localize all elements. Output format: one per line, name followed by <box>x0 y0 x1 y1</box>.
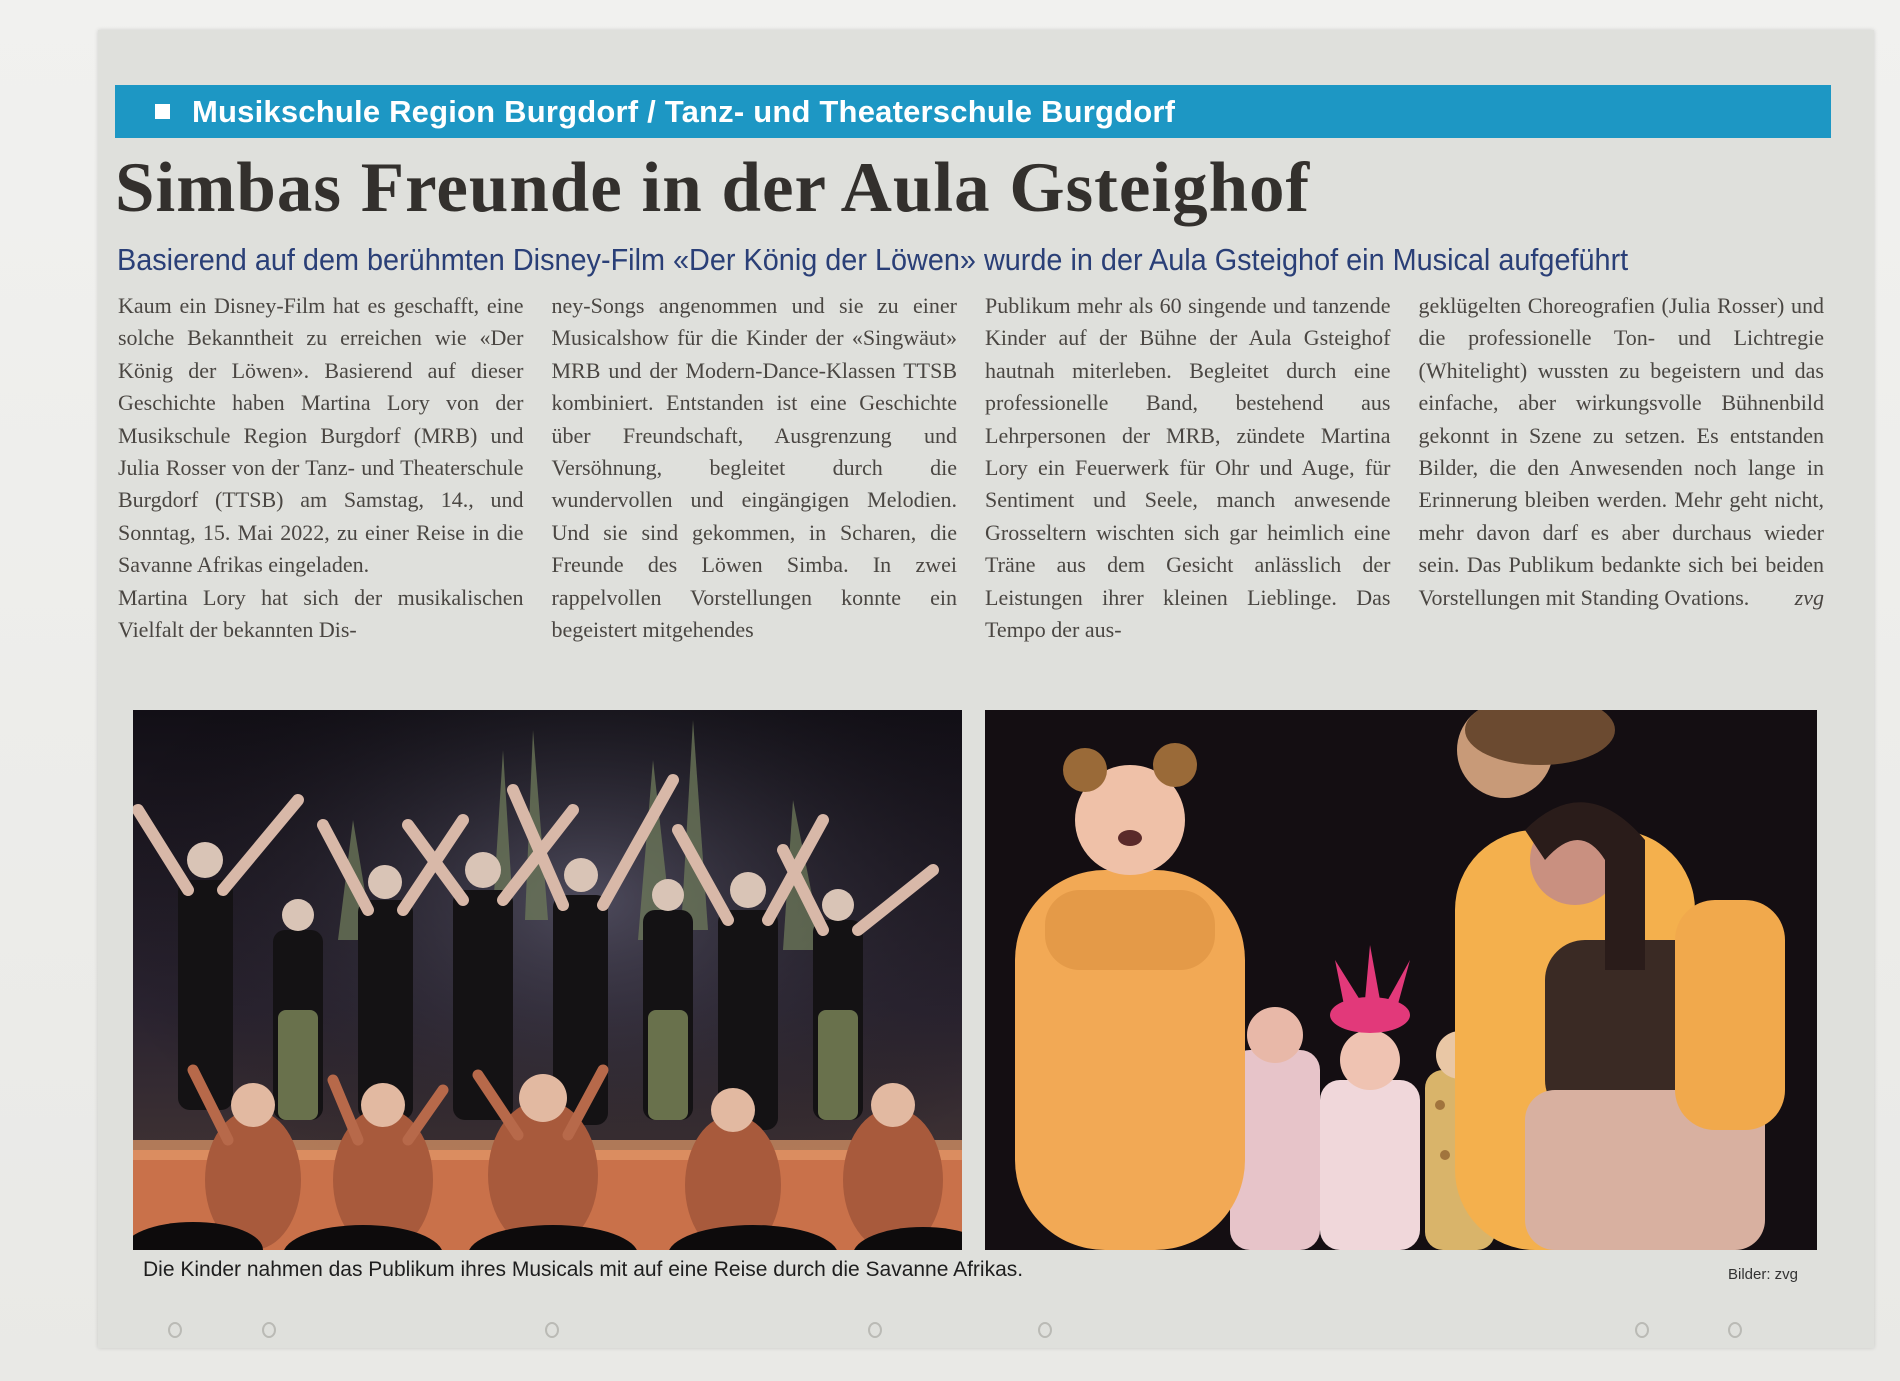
print-mark <box>262 1322 276 1338</box>
paragraph: Martina Lory hat sich der musikalischen Vielfalt der bekannten Dis- <box>118 584 524 643</box>
print-mark <box>1635 1322 1649 1338</box>
photo-stage-dancers <box>133 710 962 1250</box>
photo-lion-costumes <box>985 710 1817 1250</box>
paragraph-text: geklügelten Choreografien (Julia Rosser) und die professionelle Ton- und Lichtregie (Whitelight) wussten zu begeistern und das einfache, aber wirkungsvolle Bühnenbild gekonnt in Szene zu setzen. Es entstanden Bilder, die den Anwesenden noch lange in Erinnerung bleiben werden. Mehr geht nicht, mehr davon darf es aber durchaus wieder sein. Das Publikum bedankte sich bei beiden Vorstellungen mit Standing Ovations. <box>1418 293 1824 610</box>
topic-bar <box>115 85 1831 138</box>
body-column-1 <box>118 290 524 690</box>
paragraph: ney-Songs angenommen und sie zu einer Musicalshow für die Kinder der «Singwäut» MRB und der Modern-Dance-Klassen TTSB kombiniert. Entstanden ist eine Geschichte über Freundschaft, Ausgrenzung und Versöhnung, begleitet durch die wundervollen und eingängigen Melodien. Und sie sind gekommen, in Scharen, die Freunde des Löwen Simba. In zwei rappelvollen Vorstellungen konnte ein begeistert mitgehendes <box>551 293 957 643</box>
topic-square-icon <box>155 104 170 119</box>
print-mark <box>1038 1322 1052 1338</box>
article-headline: Simbas Freunde in der Aula Gsteighof <box>115 149 1311 227</box>
article-subheadline: Basierend auf dem berühmten Disney-Film «Der König der Löwen» wurde in der Aula Gsteighof ein Musical aufgeführt <box>117 242 1629 277</box>
author-signature: zvg <box>1794 584 1824 610</box>
photo-caption: Die Kinder nahmen das Publikum ihres Musicals mit auf eine Reise durch die Savanne Afrikas. <box>143 1258 1024 1281</box>
lion-costumes-illustration <box>985 710 1817 1250</box>
article-body <box>118 290 1824 690</box>
body-column-3 <box>985 290 1391 690</box>
paragraph <box>1419 290 1825 614</box>
photo-credit: Bilder: zvg <box>1728 1266 1799 1283</box>
body-column-2 <box>552 290 958 690</box>
print-mark <box>545 1322 559 1338</box>
stage-dancers-illustration <box>133 710 962 1250</box>
paragraph: Kaum ein Disney-Film hat es geschafft, eine solche Bekanntheit zu erreichen wie «Der König der Löwen». Basierend auf dieser Geschichte haben Martina Lory von der Musikschule Region Burgdorf (MRB) und Julia Rosser von der Tanz- und Theaterschule Burgdorf (TTSB) am Samstag, 14., und Sonntag, 15. Mai 2022, zu einer Reise in die Savanne Afrikas eingeladen. <box>118 293 524 578</box>
print-mark <box>1728 1322 1742 1338</box>
body-column-4 <box>1419 290 1825 690</box>
topic-label: Musikschule Region Burgdorf / Tanz- und Theaterschule Burgdorf <box>192 93 1176 129</box>
paragraph: Publikum mehr als 60 singende und tanzende Kinder auf der Bühne der Aula Gsteighof hautnah miterleben. Begleitet durch eine professionelle Band, bestehend aus Lehrpersonen der MRB, zündete Martina Lory ein Feuerwerk für Ohr und Auge, für Sentiment und Seele, manch anwesende Grosseltern wischten sich gar heimlich eine Träne aus dem Gesicht anlässlich der Leistungen ihrer kleinen Lieblinge. Das Tempo der aus- <box>985 293 1391 643</box>
print-mark <box>868 1322 882 1338</box>
print-mark <box>168 1322 182 1338</box>
